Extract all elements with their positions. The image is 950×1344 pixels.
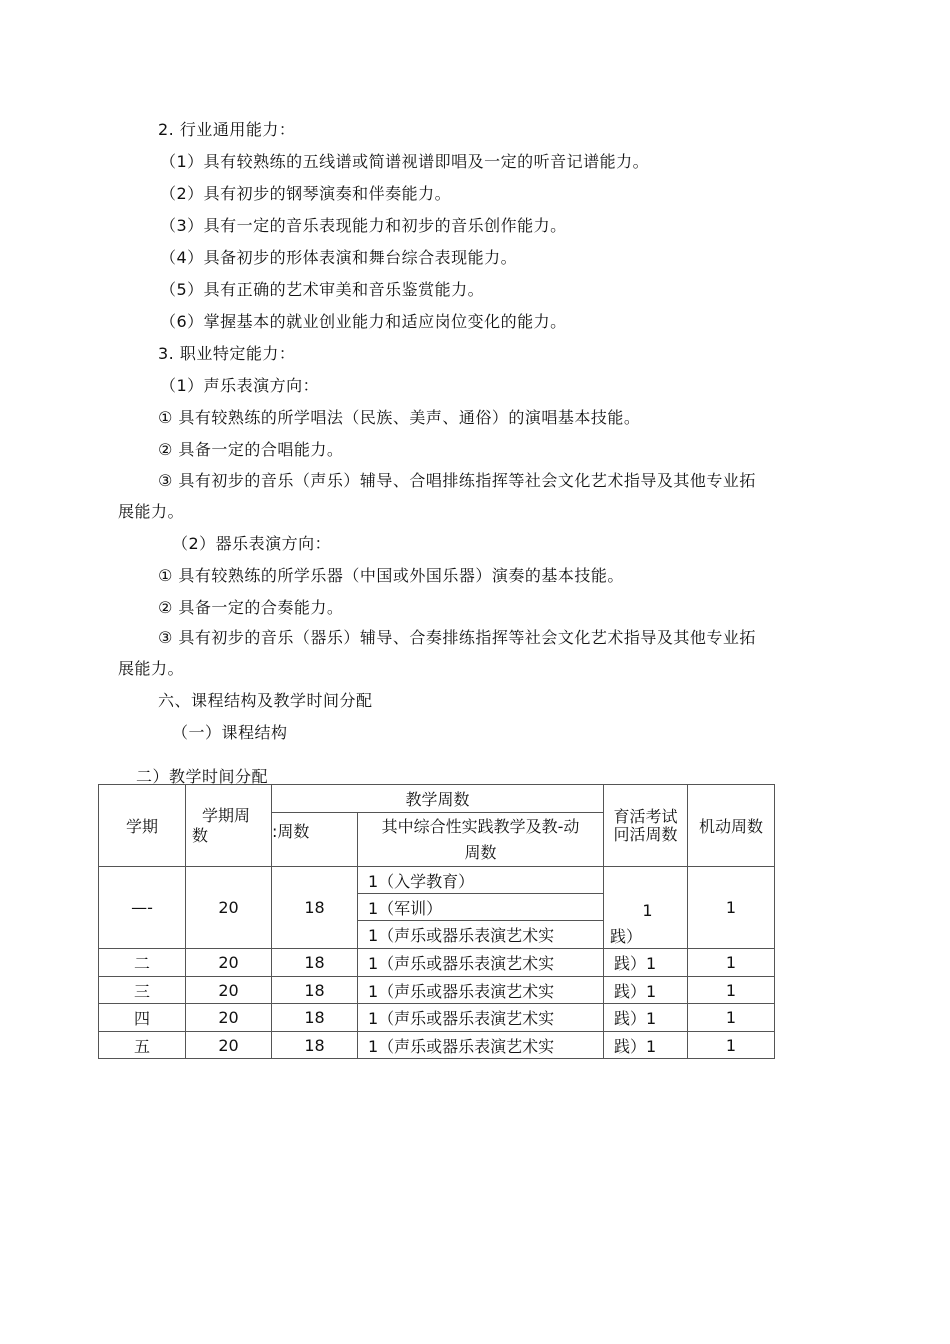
table-row-weeks: 20 (186, 977, 272, 1004)
general-abilities-heading: 2. 行业通用能力： (158, 120, 296, 139)
vocal-direction-heading: （1）声乐表演方向： (160, 376, 320, 395)
course-structure-heading: （一）课程结构 (172, 723, 288, 742)
table-row-exam: 1 践） (604, 867, 688, 949)
table-row-term: 三 (99, 977, 186, 1004)
teaching-time-table (98, 784, 775, 1059)
table-row-practice: 1（入学教育） (358, 867, 604, 894)
table-row-exam: 践）1 (604, 1004, 688, 1032)
table-row-exam: 践）1 (604, 1032, 688, 1059)
table-row-term: 二 (99, 949, 186, 977)
time-allocation-heading: 二）教学时间分配 (136, 767, 269, 786)
table-row-exam: 践）1 (604, 977, 688, 1004)
table-row-weeks: 20 (186, 1032, 272, 1059)
table-row-practice: 1（军训） (358, 894, 604, 921)
table-row-practice: 1（声乐或器乐表演艺术实 (358, 1032, 604, 1059)
table-row-teach: 18 (272, 977, 358, 1004)
instrument-ability-1: ① 具有较熟练的所学乐器（中国或外国乐器）演奏的基本技能。 (158, 566, 624, 585)
section-six-heading: 六、课程结构及教学时间分配 (158, 691, 373, 710)
vocal-ability-2: ② 具备一定的合唱能力。 (158, 440, 344, 459)
general-ability-1: （1）具有较熟练的五线谱或简谱视谱即唱及一定的听音记谱能力。 (160, 152, 650, 171)
instrument-ability-3-cont: 展能力。 (118, 659, 185, 678)
vocal-ability-3-cont: 展能力。 (118, 502, 185, 521)
table-row-weeks: 20 (186, 867, 272, 949)
header-teaching-weeks: 教学周数 (272, 785, 604, 813)
general-ability-4: （4）具备初步的形体表演和舞台综合表现能力。 (160, 248, 518, 267)
specific-abilities-heading: 3. 职业特定能力： (158, 344, 296, 363)
table-row-flex: 1 (688, 867, 775, 949)
table-row-term: 五 (99, 1032, 186, 1059)
table-row-weeks: 20 (186, 949, 272, 977)
header-exam-weeks: 育活考试 冋活周数 (604, 785, 688, 867)
table-row-practice: 1（声乐或器乐表演艺术实 (358, 921, 604, 949)
header-term-weeks: 学期周 数 (186, 785, 272, 867)
header-week-count: :周数 (272, 813, 358, 867)
header-term: 学期 (99, 785, 186, 867)
instrument-ability-2: ② 具备一定的合奏能力。 (158, 598, 344, 617)
general-ability-6: （6）掌握基本的就业创业能力和适应岗位变化的能力。 (160, 312, 567, 331)
table-row-term: 四 (99, 1004, 186, 1032)
vocal-ability-3: ③ 具有初步的音乐（声乐）辅导、合唱排练指挥等社会文化艺术指导及其他专业拓 (158, 471, 756, 490)
vocal-ability-1: ① 具有较熟练的所学唱法（民族、美声、通俗）的演唱基本技能。 (158, 408, 641, 427)
general-ability-2: （2）具有初步的钢琴演奏和伴奏能力。 (160, 184, 452, 203)
header-practice-weeks: 其中综合性实践教学及教-动 周数 (358, 813, 604, 867)
general-ability-5: （5）具有正确的艺术审美和音乐鉴赏能力。 (160, 280, 485, 299)
table-row-teach: 18 (272, 949, 358, 977)
table-row-teach: 18 (272, 867, 358, 949)
instrument-direction-heading: （2）器乐表演方向： (172, 534, 332, 553)
table-row-practice: 1（声乐或器乐表演艺术实 (358, 1004, 604, 1032)
header-flex-weeks: 机动周数 (688, 785, 775, 867)
instrument-ability-3: ③ 具有初步的音乐（器乐）辅导、合奏排练指挥等社会文化艺术指导及其他专业拓 (158, 628, 756, 647)
table-row-weeks: 20 (186, 1004, 272, 1032)
table-row-flex: 1 (688, 949, 775, 977)
table-row-teach: 18 (272, 1004, 358, 1032)
table-row-flex: 1 (688, 977, 775, 1004)
table-row-teach: 18 (272, 1032, 358, 1059)
table-row-practice: 1（声乐或器乐表演艺术实 (358, 977, 604, 1004)
general-ability-3: （3）具有一定的音乐表现能力和初步的音乐创作能力。 (160, 216, 567, 235)
table-row-term: —- (99, 867, 186, 949)
table-row-practice: 1（声乐或器乐表演艺术实 (358, 949, 604, 977)
table-row-exam: 践）1 (604, 949, 688, 977)
table-row-flex: 1 (688, 1032, 775, 1059)
table-row-flex: 1 (688, 1004, 775, 1032)
